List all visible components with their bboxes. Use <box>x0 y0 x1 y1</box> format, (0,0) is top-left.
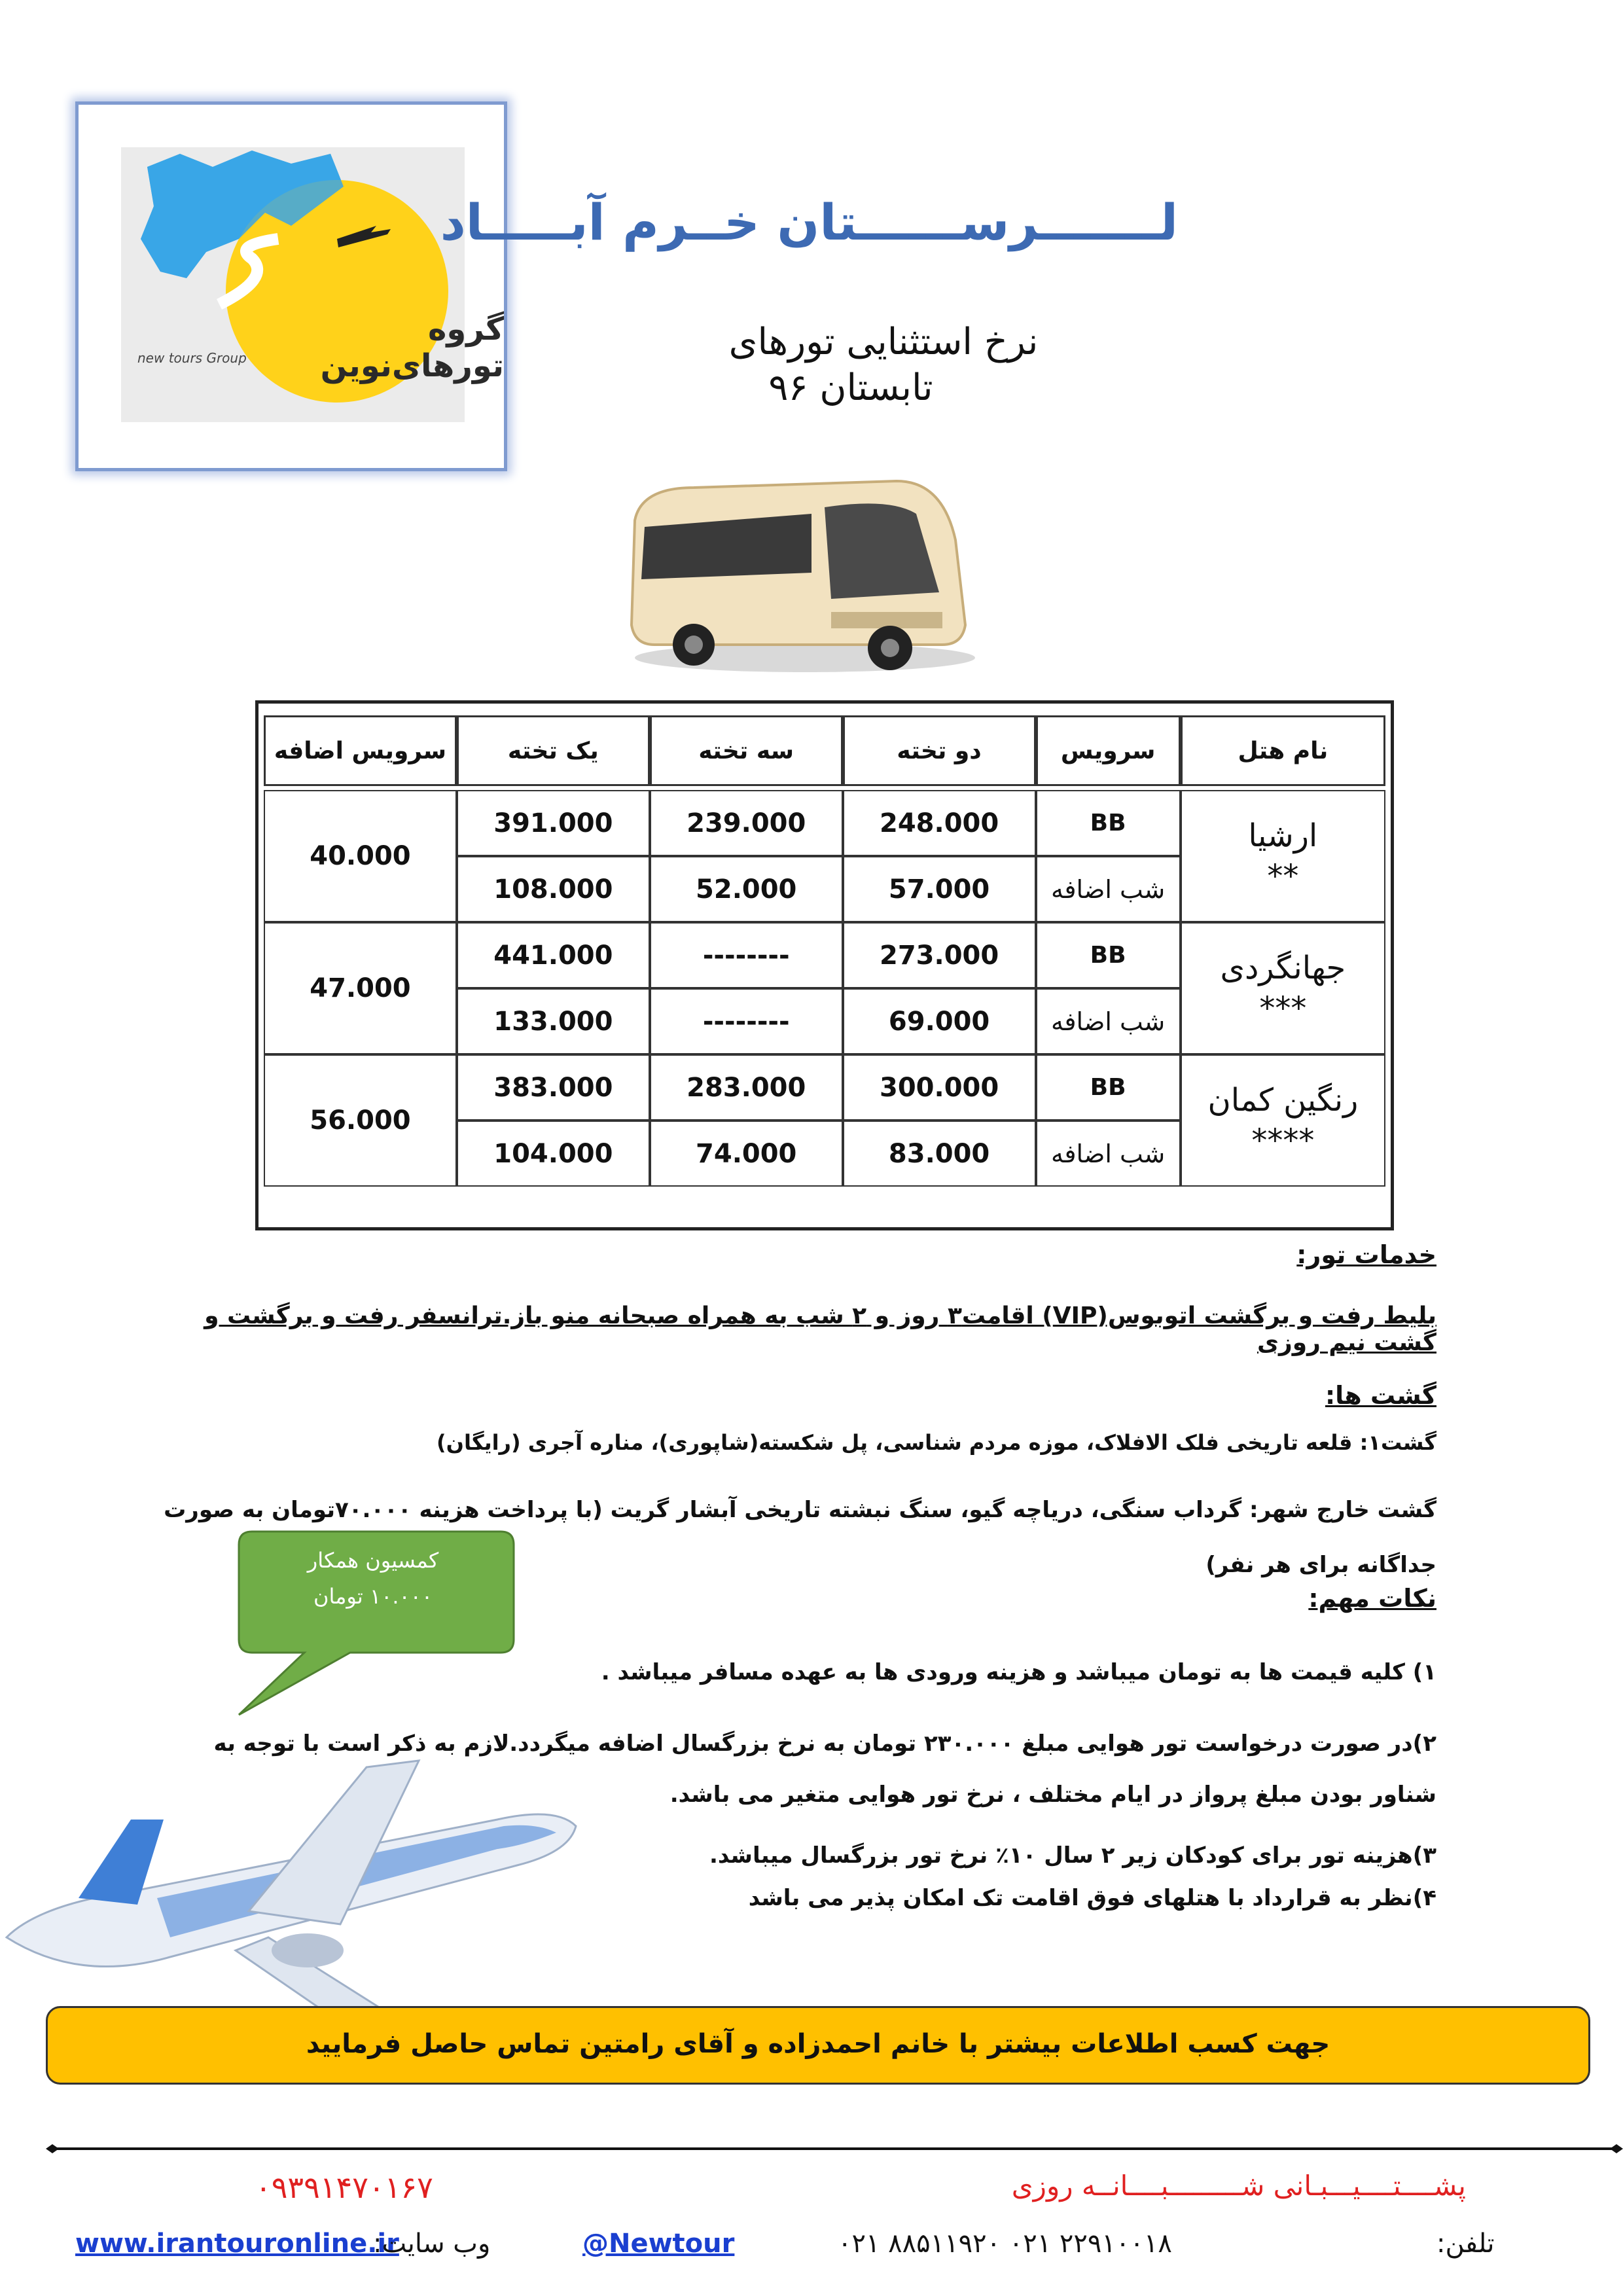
double-price: 57.000 <box>843 856 1036 922</box>
single-price: 391.000 <box>457 790 650 856</box>
triple-price: 239.000 <box>650 790 843 856</box>
triple-price: 52.000 <box>650 856 843 922</box>
triple-price: -------- <box>650 988 843 1054</box>
page-subtitle-line2: تابستان ۹۶ <box>768 367 933 409</box>
col-header-service: سرویس <box>1036 715 1181 786</box>
double-price: 69.000 <box>843 988 1036 1054</box>
table-row <box>264 922 1385 988</box>
double-price: 300.000 <box>843 1054 1036 1121</box>
footer-divider <box>46 2144 1623 2153</box>
service-cell: شب اضافه <box>1036 1121 1181 1187</box>
extra-price: 47.000 <box>264 922 457 1054</box>
phone-numbers[interactable]: ۰۲۱ ۸۸۵۱۱۹۲۰ ۰۲۱ ۲۲۹۱۰۰۱۸ <box>838 2229 1172 2259</box>
col-header-extra: سرویس اضافه <box>264 715 457 786</box>
col-header-double: دو تخته <box>843 715 1036 786</box>
support-label: پشــــتــــیـــبـانی شـــــــــبــــانــه روزی <box>1011 2170 1466 2202</box>
service-cell: شب اضافه <box>1036 988 1181 1054</box>
note-item-1: ۱) کلیه قیمت ها به تومان میباشد و هزینه ورودی ها به عهده مسافر میباشد . <box>601 1659 1436 1685</box>
service-cell: BB <box>1036 790 1181 856</box>
col-header-hotel: نام هتل <box>1181 715 1385 786</box>
col-header-triple: سه تخته <box>650 715 843 786</box>
service-cell: BB <box>1036 922 1181 988</box>
triple-price: 283.000 <box>650 1054 843 1121</box>
note-item-4: ۴)نظر به قرارداد با هتلهای فوق اقامت تک امکان پذیر می باشد <box>748 1885 1436 1911</box>
triple-price: 74.000 <box>650 1121 843 1187</box>
airplane-icon <box>0 1741 589 2029</box>
table-row <box>264 790 1385 856</box>
col-header-single: یک تخته <box>457 715 650 786</box>
contact-text: جهت کسب اطلاعات بیشتر با خانم احمدزاده و آقای رامتین تماس حاصل فرمایید <box>306 2029 1330 2059</box>
hotel-name: جهانگردی <box>1220 950 1346 986</box>
instagram-link[interactable]: @Newtour <box>582 2229 735 2259</box>
website-link[interactable]: www.irantouronline.ir <box>75 2229 399 2259</box>
website-label: وب سایت: <box>373 2229 491 2259</box>
service-cell: شب اضافه <box>1036 856 1181 922</box>
hotel-stars: ** <box>1267 858 1299 895</box>
logo-brand-fa: گروه تورهای‌نوین <box>320 311 504 384</box>
service-cell: BB <box>1036 1054 1181 1121</box>
page-title: لـــــــرســــــتان خــرم آبـــــاد <box>440 193 1178 251</box>
services-body: بلیط رفت و برگشت اتوبوس(VIP) اقامت۳ روز و ۲ شب به همراه صبحانه منو باز.ترانسفر رفت و برگشت و گشت نیم روزی <box>204 1302 1436 1356</box>
hotel-stars: *** <box>1259 990 1307 1027</box>
rate-table <box>255 700 1394 1230</box>
single-price: 108.000 <box>457 856 650 922</box>
extra-price: 56.000 <box>264 1054 457 1187</box>
double-price: 248.000 <box>843 790 1036 856</box>
triple-price: -------- <box>650 922 843 988</box>
table-row <box>264 1054 1385 1121</box>
single-price: 383.000 <box>457 1054 650 1121</box>
note-item-3: ۳)هزینه تور برای کودکان زیر ۲ سال ۱۰٪ نرخ تور بزرگسال میباشد. <box>709 1842 1436 1869</box>
logo-brand-en: new tours Group <box>137 350 247 366</box>
hotel-name-cell <box>1181 790 1385 922</box>
services-heading: خدمات تور: <box>1296 1240 1436 1269</box>
note-item-2: ۲)در صورت درخواست تور هوایی مبلغ ۲۳۰.۰۰۰ تومان به نرخ بزرگسال اضافه میگردد.لازم به ذکر است با توجه به شناور بودن مبلغ پرواز در ایام مختلف ، نرخ تور هوایی متغیر می باشد. <box>213 1731 1436 1808</box>
double-price: 83.000 <box>843 1121 1036 1187</box>
table-header-row <box>264 715 1385 786</box>
extra-price: 40.000 <box>264 790 457 922</box>
commission-amount: ۱۰.۰۰۰ تومان <box>313 1584 433 1609</box>
phone-label: تلفن: <box>1436 2229 1495 2259</box>
logo-frame <box>75 101 507 471</box>
tour-item-1: گشت۱: قلعه تاریخی فلک الافلاک، موزه مردم شناسی، پل شکسته(شاپوری)، مناره آجری (رایگان) <box>437 1430 1436 1455</box>
page-subtitle-line1: نرخ استثنایی تورهای <box>728 321 1039 363</box>
hotel-name: ارشیا <box>1248 817 1318 854</box>
tours-heading: گشت ها: <box>1325 1381 1436 1410</box>
single-price: 133.000 <box>457 988 650 1054</box>
hotel-name: رنگین کمان <box>1207 1082 1359 1119</box>
tour-item-2: گشت خارج شهر: گرداب سنگی، دریاچه گیو، سنگ نبشته تاریخی آبشار گریت (با پرداخت هزینه ۷۰.۰۰۰تومان به صورت جداگانه برای هر نفر) <box>164 1497 1436 1578</box>
double-price: 273.000 <box>843 922 1036 988</box>
support-phone[interactable]: ۰۹۳۹۱۴۷۰۱۶۷ <box>255 2170 433 2205</box>
hotel-name-cell <box>1181 922 1385 1054</box>
hotel-name-cell <box>1181 1054 1385 1187</box>
hotel-stars: **** <box>1251 1122 1315 1159</box>
single-price: 104.000 <box>457 1121 650 1187</box>
notes-heading: نکات مهم: <box>1308 1584 1436 1613</box>
commission-label: کمسیون همکار <box>307 1548 439 1573</box>
bus-icon <box>615 461 982 677</box>
single-price: 441.000 <box>457 922 650 988</box>
